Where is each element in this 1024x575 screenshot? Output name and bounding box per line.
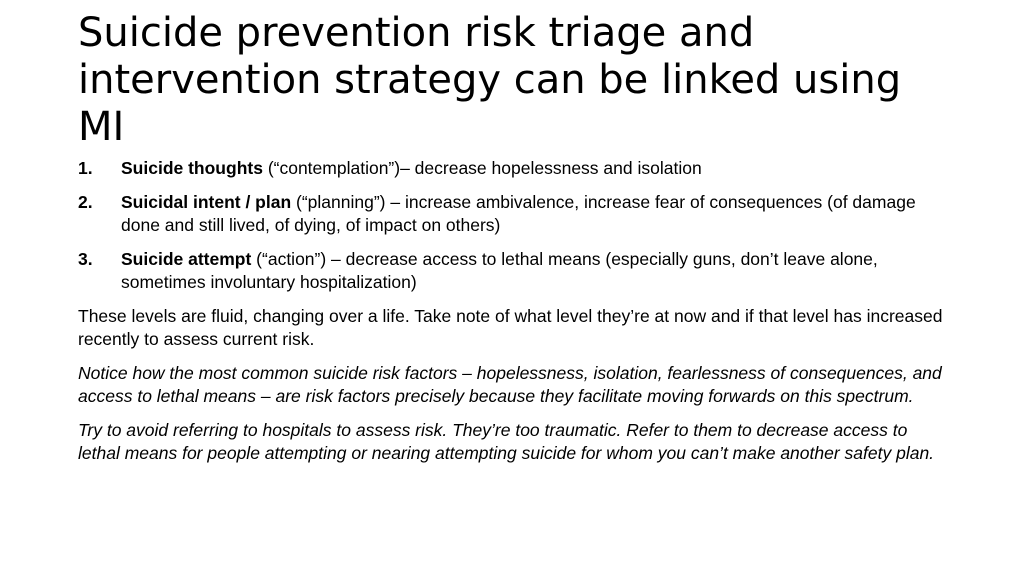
slide-body [78,157,948,476]
list-item [78,157,948,180]
list-number: 1. [78,158,93,178]
paragraph-hospitals: Try to avoid referring to hospitals to assess risk. They’re too traumatic. Refer to them to decrease access to lethal means for people attempting or nearing attempting suicide for whom you can’t make another safety plan. [78,420,935,463]
paragraph-risk-factors: Notice how the most common suicide risk factors – hopelessness, isolation, fearlessness of consequences, and access to lethal means – are risk factors precisely because they facilitate moving forwards on this spectrum. [78,363,942,406]
list-term: Suicide thoughts [121,158,263,178]
list-item [78,248,948,294]
list-text: (“contemplation”)– decrease hopelessness and isolation [262,158,702,178]
slide-title: Suicide prevention risk triage and intervention strategy can be linked using MI [78,10,902,150]
stages-list [78,157,948,294]
list-term: Suicide attempt [121,249,252,269]
list-term: Suicidal intent / plan [121,192,292,212]
list-text: (“planning”) – increase ambivalence, increase fear of consequences (of damage done and still lived, of dying, of impact on others) [121,192,916,235]
paragraph-levels: These levels are fluid, changing over a life. Take note of what level they’re at now and if that level has increased recently to assess current risk. [78,306,943,349]
list-number: 3. [78,249,93,269]
list-item [78,191,948,237]
list-text: (“action”) – decrease access to lethal means (especially guns, don’t leave alone, sometimes involuntary hospitalization) [121,249,878,292]
list-number: 2. [78,192,93,212]
